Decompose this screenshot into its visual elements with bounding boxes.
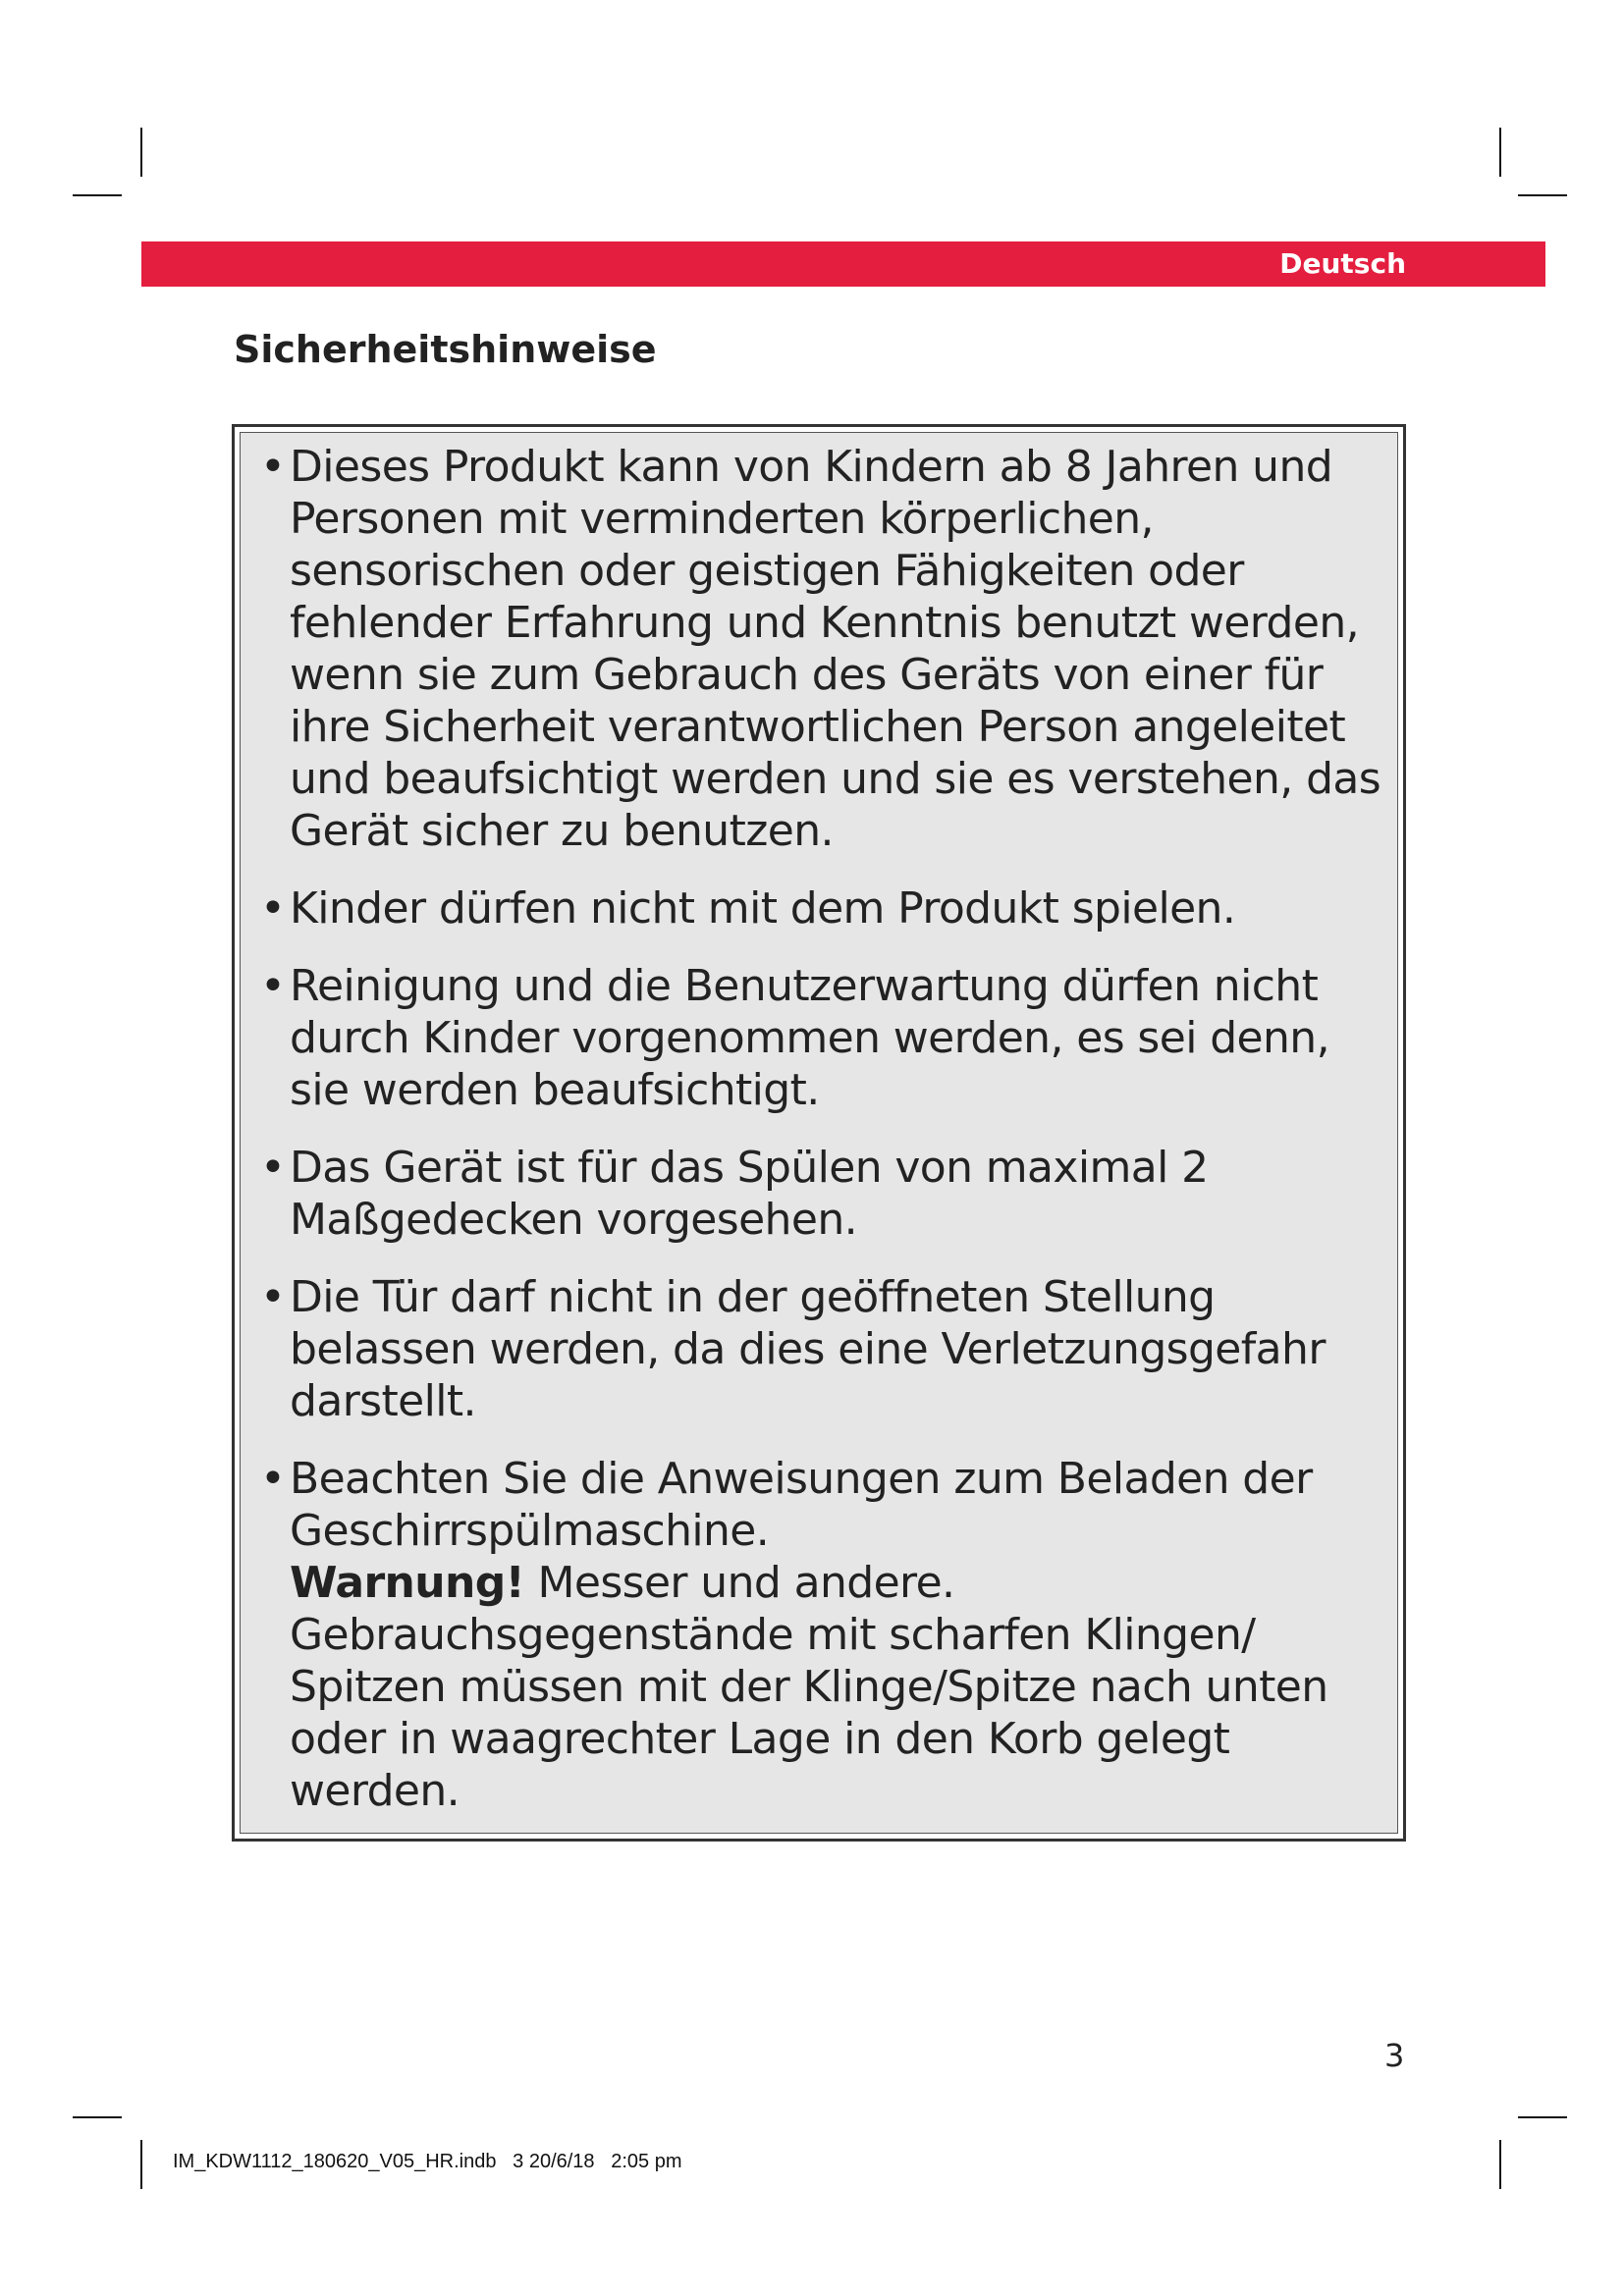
- crop-mark-top-right-horizontal: [1518, 194, 1567, 196]
- warning-label: Warnung!: [290, 1558, 525, 1608]
- language-label: Deutsch: [1279, 247, 1406, 280]
- notice-text: Dieses Produkt kann von Kindern ab 8 Jahren und Personen mit verminderten körperlichen, sensorischen oder geistigen Fähigkeiten oder fehlender Erfahrung und Kenntnis benutzt werden, wenn sie zum Gebrauch des Geräts von einer für ihre Sicherheit verantwortlichen Person angeleitet und beaufsichtigt werden und sie es verstehen, das Gerät sicher zu benutzen.: [290, 442, 1381, 856]
- list-item: [260, 441, 1389, 857]
- bullet-icon: •: [260, 883, 286, 934]
- bullet-icon: •: [260, 1272, 286, 1322]
- list-item: [260, 1271, 1389, 1427]
- safety-notice-list: [260, 441, 1389, 1842]
- safety-notice-box-inner: [240, 432, 1398, 1834]
- bullet-icon: •: [260, 961, 286, 1011]
- warning-text: Messer und andere. Gebrauchsgegenstände mit scharfen Klingen/ Spitzen müssen mit der Klinge/Spitze nach unten oder in waagrechter Lage in den Korb gelegt werden.: [290, 1558, 1328, 1816]
- bullet-icon: •: [260, 442, 286, 492]
- language-header-bar: [141, 241, 1545, 287]
- crop-mark-top-left-horizontal: [73, 194, 122, 196]
- list-item: [260, 882, 1389, 934]
- page-number: 3: [1384, 2037, 1405, 2074]
- list-item: [260, 1142, 1389, 1246]
- notice-text: Beachten Sie die Anweisungen zum Beladen der Geschirrspülmaschine.: [290, 1454, 1313, 1556]
- list-item: [260, 1453, 1389, 1817]
- crop-mark-top-right-vertical: [1499, 128, 1501, 177]
- safety-notice-box: [232, 424, 1406, 1842]
- bullet-icon: •: [260, 1143, 286, 1193]
- notice-text: Kinder dürfen nicht mit dem Produkt spielen.: [290, 883, 1236, 934]
- list-item: [260, 960, 1389, 1116]
- crop-mark-bottom-left-vertical: [140, 2140, 142, 2189]
- notice-text: Die Tür darf nicht in der geöffneten Stellung belassen werden, da dies eine Verletzungsgefahr darstellt.: [290, 1272, 1326, 1426]
- notice-text: Reinigung und die Benutzerwartung dürfen nicht durch Kinder vorgenommen werden, es sei denn, sie werden beaufsichtigt.: [290, 961, 1329, 1115]
- print-slug: IM_KDW1112_180620_V05_HR.indb 3 20/6/18 2:05 pm: [173, 2151, 682, 2172]
- notice-text: Das Gerät ist für das Spülen von maximal 2 Maßgedecken vorgesehen.: [290, 1143, 1209, 1245]
- bullet-icon: •: [260, 1454, 286, 1504]
- crop-mark-bottom-right-vertical: [1499, 2140, 1501, 2189]
- crop-mark-bottom-left-horizontal: [73, 2116, 122, 2118]
- section-title: Sicherheitshinweise: [234, 328, 657, 371]
- crop-mark-bottom-right-horizontal: [1518, 2116, 1567, 2118]
- crop-mark-top-left-vertical: [140, 128, 142, 177]
